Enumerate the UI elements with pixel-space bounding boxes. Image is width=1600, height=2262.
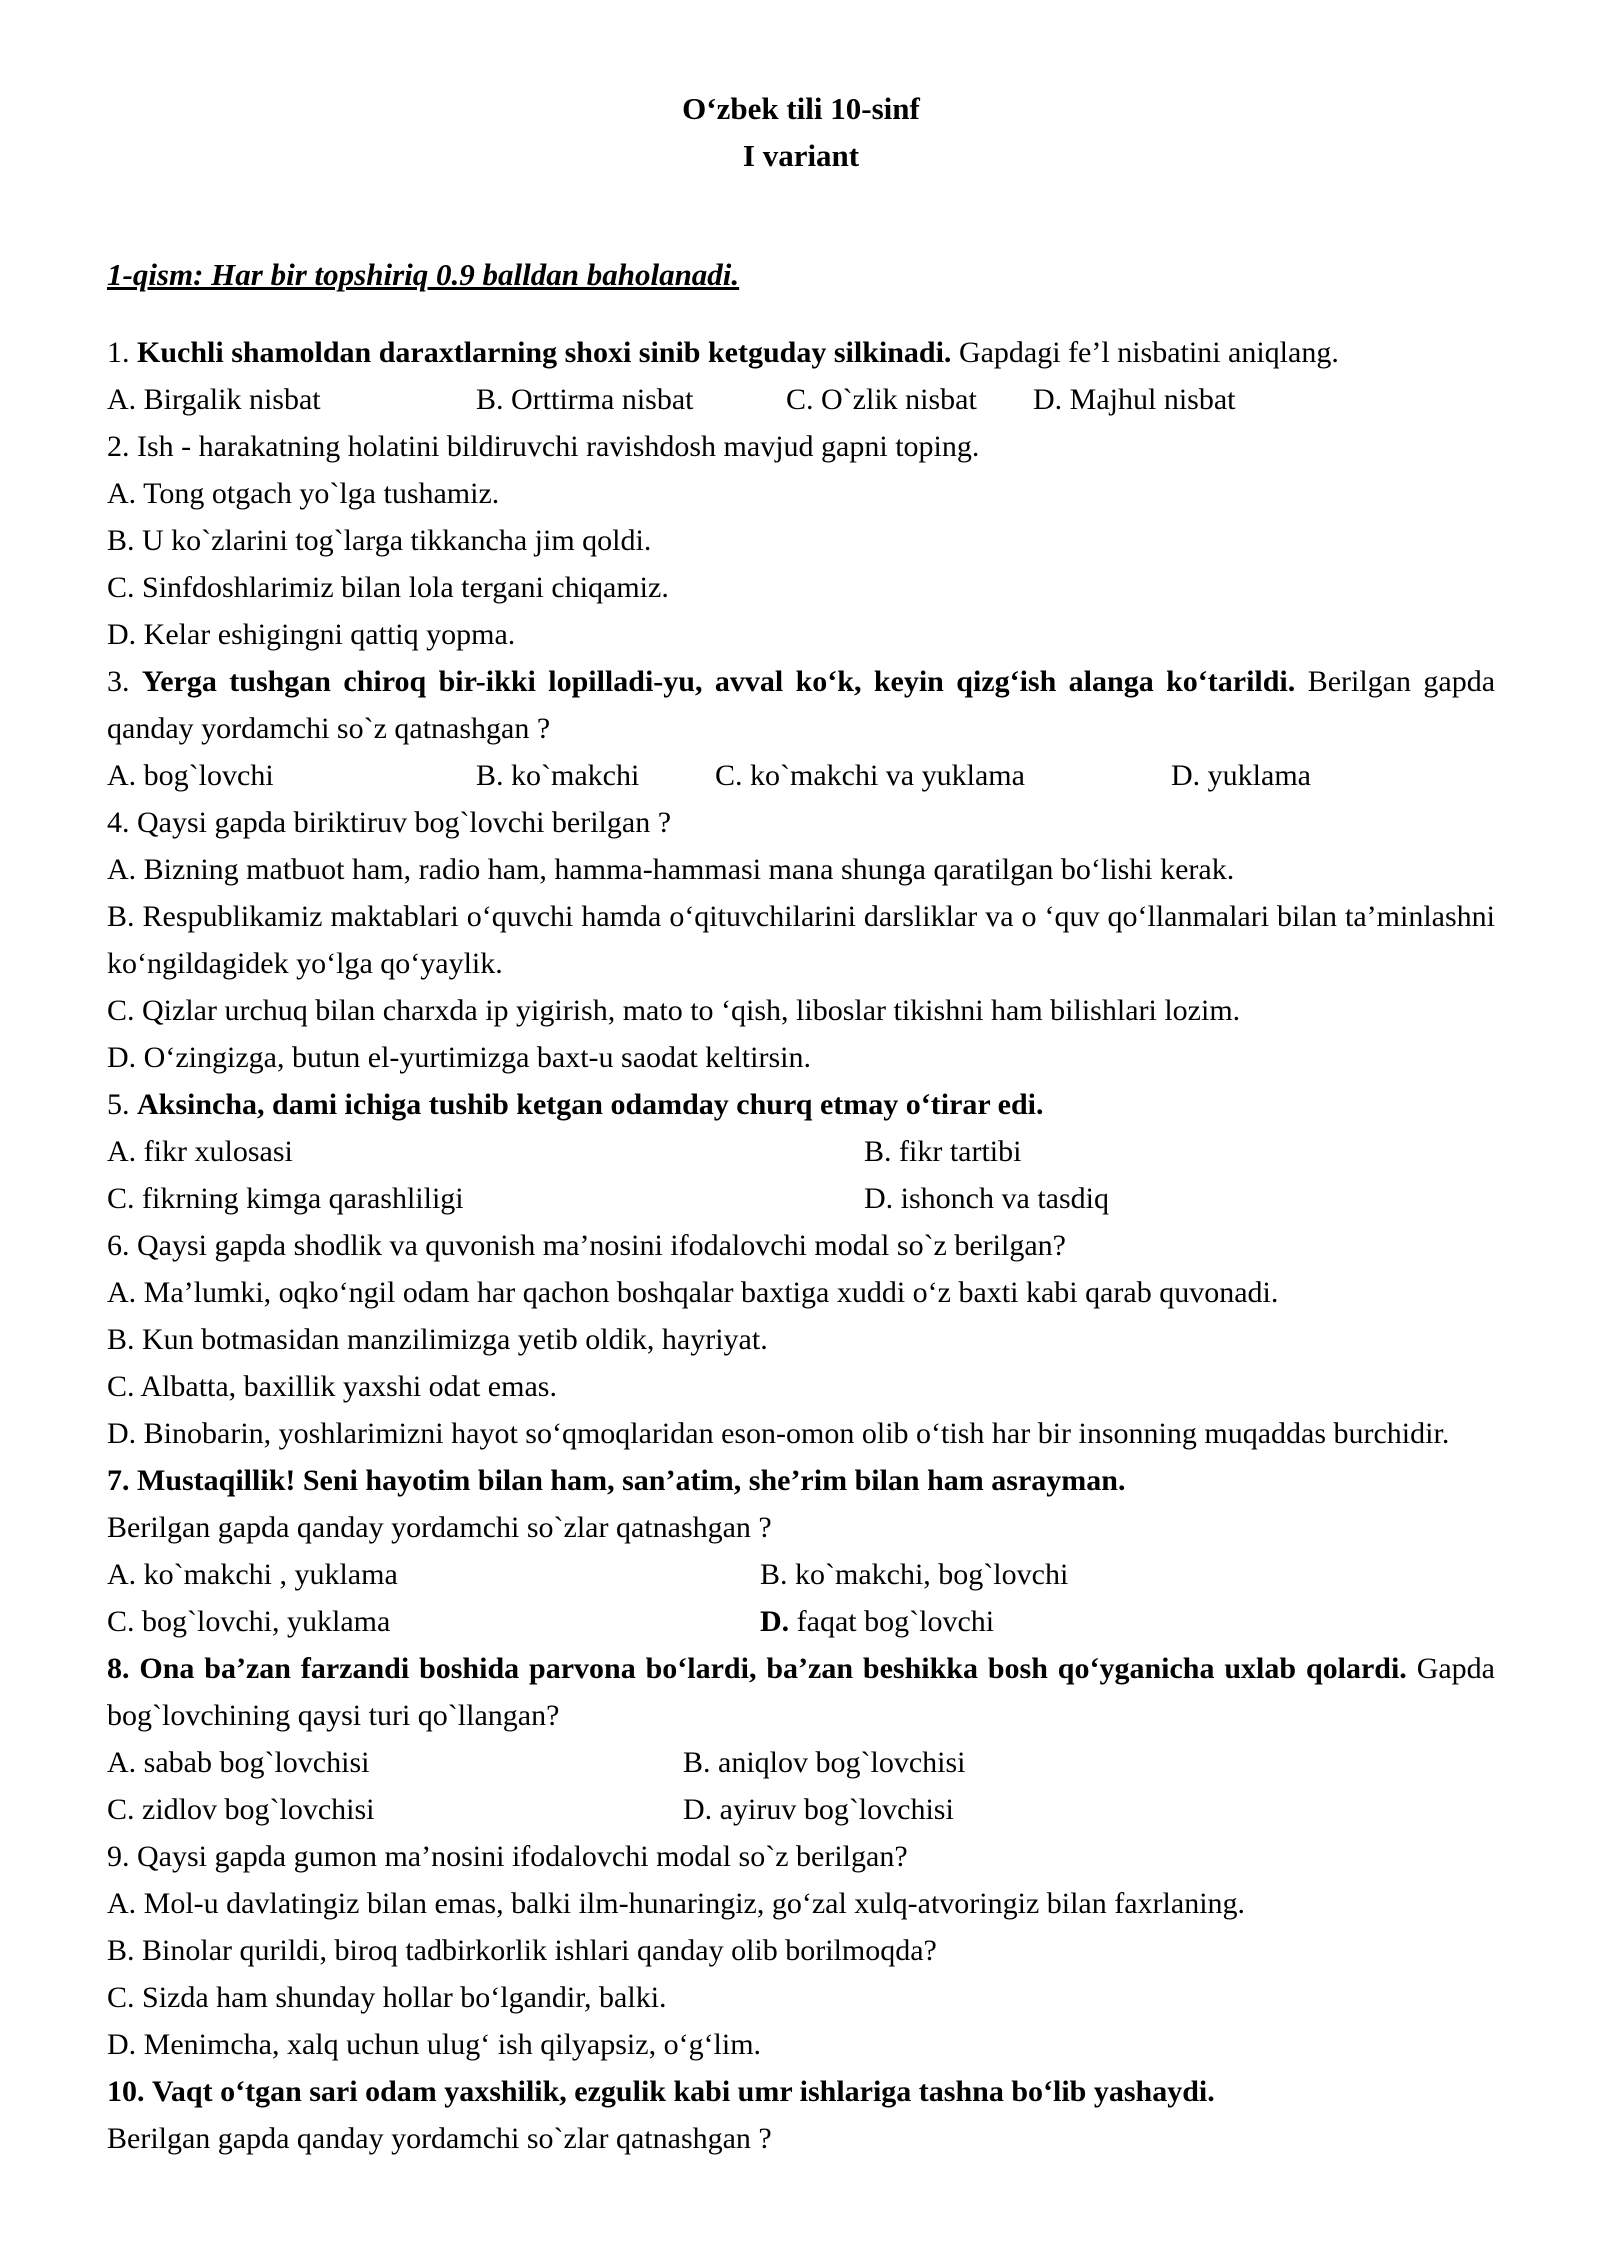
q1-option-a-label: A. (107, 383, 137, 416)
q1-option-c-text: O`zlik nisbat (821, 383, 977, 416)
q6-option-d-label: D. (107, 1417, 137, 1450)
q3-option-b-label: B. (476, 759, 504, 792)
q8-option-d (683, 1786, 954, 1833)
q1-option-a (107, 376, 476, 423)
q3-option-d (1171, 752, 1311, 799)
q7-option-b (760, 1551, 1068, 1598)
q7-option-a-label: A. (107, 1558, 137, 1591)
question-3-text (107, 658, 1495, 752)
q8-option-d-text: ayiruv bog`lovchisi (719, 1793, 954, 1826)
q1-option-a-text: Birgalik nisbat (143, 383, 321, 416)
q2-option-a-text: Tong otgach yo`lga tushamiz. (143, 477, 500, 510)
q6-option-b (107, 1316, 1495, 1363)
q6-option-c-label: C. (107, 1370, 135, 1403)
q5-option-a-text: fikr xulosasi (143, 1135, 293, 1168)
question-8-text (107, 1645, 1495, 1739)
q8-options-row-1 (107, 1739, 1495, 1786)
q6-option-c-text: Albatta, baxillik yaxshi odat emas. (140, 1370, 557, 1403)
q3-option-c-label: C. (715, 759, 743, 792)
q9-option-a-text: Mol-u davlatingiz bilan emas, balki ilm-hunaringiz, go‘zal xulq-atvoringiz bilan faxrlaning. (143, 1887, 1246, 1920)
question-5-text (107, 1081, 1495, 1128)
q7-option-c (107, 1598, 760, 1645)
q7-option-b-text: ko`makchi, bog`lovchi (795, 1558, 1069, 1591)
page-title: O‘zbek tili 10-sinf (682, 91, 920, 126)
question-9-text: 9. Qaysi gapda gumon ma’nosini ifodalovchi modal so`z berilgan? (107, 1840, 908, 1873)
q3-option-c (715, 752, 1171, 799)
q4-option-a (107, 846, 1495, 893)
q8-option-b-label: B. (683, 1746, 711, 1779)
q6-option-a-label: A. (107, 1276, 137, 1309)
q5-option-d (864, 1175, 1109, 1222)
q2-option-c-text: Sinfdoshlarimiz bilan lola tergani chiqamiz. (142, 571, 669, 604)
q7-option-c-label: C. (107, 1605, 135, 1638)
q1-prompt: Gapdagi fe’l nisbatini aniqlang. (958, 336, 1339, 369)
q5-option-d-label: D. (864, 1182, 894, 1215)
q4-option-d (107, 1034, 1495, 1081)
q5-option-b-text: fikr tartibi (899, 1135, 1022, 1168)
section-heading: 1-qism: Har bir topshiriq 0.9 balldan baholanadi. (107, 257, 740, 292)
q5-number: 5. (107, 1088, 130, 1121)
q3-option-a (107, 752, 476, 799)
q8-options-row-2 (107, 1786, 1495, 1833)
q3-prompt: Berilgan gapda qanday yordamchi so`z qatnashgan ? (107, 665, 1496, 745)
q2-option-b-label: B. (107, 524, 135, 557)
q3-option-b (476, 752, 715, 799)
q4-option-d-label: D. (107, 1041, 137, 1074)
q5-option-d-text: ishonch va tasdiq (900, 1182, 1109, 1215)
q7-option-a-text: ko`makchi , yuklama (143, 1558, 398, 1591)
q1-options (107, 376, 1495, 423)
question-10-text (107, 2068, 1495, 2115)
q5-option-a (107, 1128, 864, 1175)
q2-option-d-label: D. (107, 618, 137, 651)
q1-option-c (786, 376, 1033, 423)
q4-option-b-text: Respublikamiz maktablari o‘quvchi hamda o‘qituvchilarini darsliklar va o ‘quv qo‘llanmalari bilan ta’minlashni ko‘ngildagidek yo‘lga qo‘yaylik. (107, 900, 1496, 980)
q7-options-row-1 (107, 1551, 1495, 1598)
q1-number: 1. (107, 336, 130, 369)
q9-option-d-label: D. (107, 2028, 137, 2061)
question-2-text: 2. Ish - harakatning holatini bildiruvchi ravishdosh mavjud gapni toping. (107, 430, 980, 463)
q7-options-row-2 (107, 1598, 1495, 1645)
q3-option-c-text: ko`makchi va yuklama (750, 759, 1025, 792)
q4-option-c-label: C. (107, 994, 135, 1027)
q1-option-b-label: B. (476, 383, 504, 416)
q5-options-row-2 (107, 1175, 1495, 1222)
q10-statement: Vaqt o‘tgan sari odam yaxshilik, ezgulik kabi umr ishlariga tashna bo‘lib yashaydi. (152, 2075, 1215, 2108)
q5-option-a-label: A. (107, 1135, 137, 1168)
q3-option-a-text: bog`lovchi (143, 759, 274, 792)
q9-option-c (107, 1974, 1495, 2021)
q8-option-a-label: A. (107, 1746, 137, 1779)
q6-option-b-text: Kun botmasidan manzilimizga yetib oldik, hayriyat. (142, 1323, 768, 1356)
q5-options-row-1 (107, 1128, 1495, 1175)
q4-option-d-text: O‘zingizga, butun el-yurtimizga baxt-u saodat keltirsin. (143, 1041, 811, 1074)
question-7-text (107, 1457, 1495, 1504)
q2-option-c-label: C. (107, 571, 135, 604)
q7-statement: Mustaqillik! Seni hayotim bilan ham, san’atim, she’rim bilan ham asrayman. (137, 1464, 1126, 1497)
q9-option-b (107, 1927, 1495, 1974)
q8-prompt: Gapda bog`lovchining qaysi turi qo`llangan? (107, 1652, 1495, 1732)
q3-option-d-text: yuklama (1207, 759, 1311, 792)
q1-option-d (1033, 376, 1236, 423)
q9-option-d-text: Menimcha, xalq uchun ulug‘ ish qilyapsiz, o‘g‘lim. (143, 2028, 762, 2061)
q7-option-a (107, 1551, 760, 1598)
q5-option-b (864, 1128, 1021, 1175)
q5-statement: Aksincha, dami ichiga tushib ketgan odamday churq etmay o‘tirar edi. (137, 1088, 1044, 1121)
q2-option-b (107, 517, 1495, 564)
q6-option-d-text: Binobarin, yoshlarimizni hayot so‘qmoqlaridan eson-omon olib o‘tish har bir insonning muqaddas burchidir. (143, 1417, 1450, 1450)
q1-option-c-label: C. (786, 383, 814, 416)
q8-option-c-text: zidlov bog`lovchisi (142, 1793, 375, 1826)
q4-option-a-text: Bizning matbuot ham, radio ham, hamma-hammasi mana shunga qaratilgan bo‘lishi kerak. (143, 853, 1235, 886)
q1-option-b (476, 376, 786, 423)
q2-option-c (107, 564, 1495, 611)
q3-option-b-text: ko`makchi (511, 759, 640, 792)
q3-options (107, 752, 1495, 799)
q8-option-a-text: sabab bog`lovchisi (143, 1746, 370, 1779)
q7-option-d (760, 1598, 994, 1645)
q5-option-b-label: B. (864, 1135, 892, 1168)
variant-title: I variant (742, 138, 860, 173)
q6-option-c (107, 1363, 1495, 1410)
q5-option-c-text: fikrning kimga qarashliligi (142, 1182, 464, 1215)
q10-number: 10. (107, 2075, 145, 2108)
q8-statement: Ona ba’zan farzandi boshida parvona bo‘lardi, ba’zan beshikka bosh qo‘yganicha uxlab qolardi. (139, 1652, 1407, 1685)
q9-option-c-text: Sizda ham shunday hollar bo‘lgandir, balki. (142, 1981, 667, 2014)
q3-statement: Yerga tushgan chiroq bir-ikki lopilladi-yu, avval ko‘k, keyin qizg‘ish alanga ko‘tarildi. (141, 665, 1296, 698)
q7-prompt: Berilgan gapda qanday yordamchi so`zlar qatnashgan ? (107, 1511, 772, 1544)
q6-option-d (107, 1410, 1495, 1457)
question-6-text: 6. Qaysi gapda shodlik va quvonish ma’nosini ifodalovchi modal so`z berilgan? (107, 1229, 1066, 1262)
q2-option-a-label: A. (107, 477, 137, 510)
q9-option-a (107, 1880, 1495, 1927)
q7-option-d-label: D. (760, 1605, 790, 1638)
q4-option-c (107, 987, 1495, 1034)
q8-option-c (107, 1786, 683, 1833)
q9-option-c-label: C. (107, 1981, 135, 2014)
q1-option-d-text: Majhul nisbat (1069, 383, 1236, 416)
q1-option-d-label: D. (1033, 383, 1063, 416)
q5-option-c-label: C. (107, 1182, 135, 1215)
question-1-text (107, 329, 1495, 376)
q8-option-b (683, 1739, 966, 1786)
q9-option-b-text: Binolar qurildi, biroq tadbirkorlik ishlari qanday olib borilmoqda? (142, 1934, 937, 1967)
q8-option-b-text: aniqlov bog`lovchisi (718, 1746, 966, 1779)
q3-option-a-label: A. (107, 759, 137, 792)
q6-option-a-text: Ma’lumki, oqko‘ngil odam har qachon boshqalar baxtiga xuddi o‘z baxti kabi qarab quvonadi. (143, 1276, 1279, 1309)
q8-option-c-label: C. (107, 1793, 135, 1826)
q4-option-b (107, 893, 1495, 987)
q6-option-b-label: B. (107, 1323, 135, 1356)
q7-option-c-text: bog`lovchi, yuklama (142, 1605, 391, 1638)
q1-statement: Kuchli shamoldan daraxtlarning shoxi sinib ketguday silkinadi. (137, 336, 952, 369)
q6-option-a (107, 1269, 1495, 1316)
q2-option-b-text: U ko`zlarini tog`larga tikkancha jim qoldi. (142, 524, 652, 557)
q5-option-c (107, 1175, 864, 1222)
q4-option-a-label: A. (107, 853, 137, 886)
q7-option-b-label: B. (760, 1558, 788, 1591)
q8-option-d-label: D. (683, 1793, 713, 1826)
q4-option-b-label: B. (107, 900, 135, 933)
q8-number: 8. (107, 1652, 130, 1685)
q9-option-d (107, 2021, 1495, 2068)
q10-prompt: Berilgan gapda qanday yordamchi so`zlar qatnashgan ? (107, 2122, 772, 2155)
q1-option-b-text: Orttirma nisbat (511, 383, 694, 416)
q8-option-a (107, 1739, 683, 1786)
q3-option-d-label: D. (1171, 759, 1201, 792)
q2-option-d-text: Kelar eshigingni qattiq yopma. (143, 618, 516, 651)
q9-option-a-label: A. (107, 1887, 137, 1920)
question-4-text: 4. Qaysi gapda biriktiruv bog`lovchi berilgan ? (107, 806, 672, 839)
q7-number: 7. (107, 1464, 130, 1497)
q2-option-a (107, 470, 1495, 517)
q3-number: 3. (107, 665, 130, 698)
q4-option-c-text: Qizlar urchuq bilan charxda ip yigirish, mato to ‘qish, liboslar tikishni ham bilishlari lozim. (142, 994, 1241, 1027)
q2-option-d (107, 611, 1495, 658)
q7-option-d-text: faqat bog`lovchi (796, 1605, 995, 1638)
q9-option-b-label: B. (107, 1934, 135, 1967)
